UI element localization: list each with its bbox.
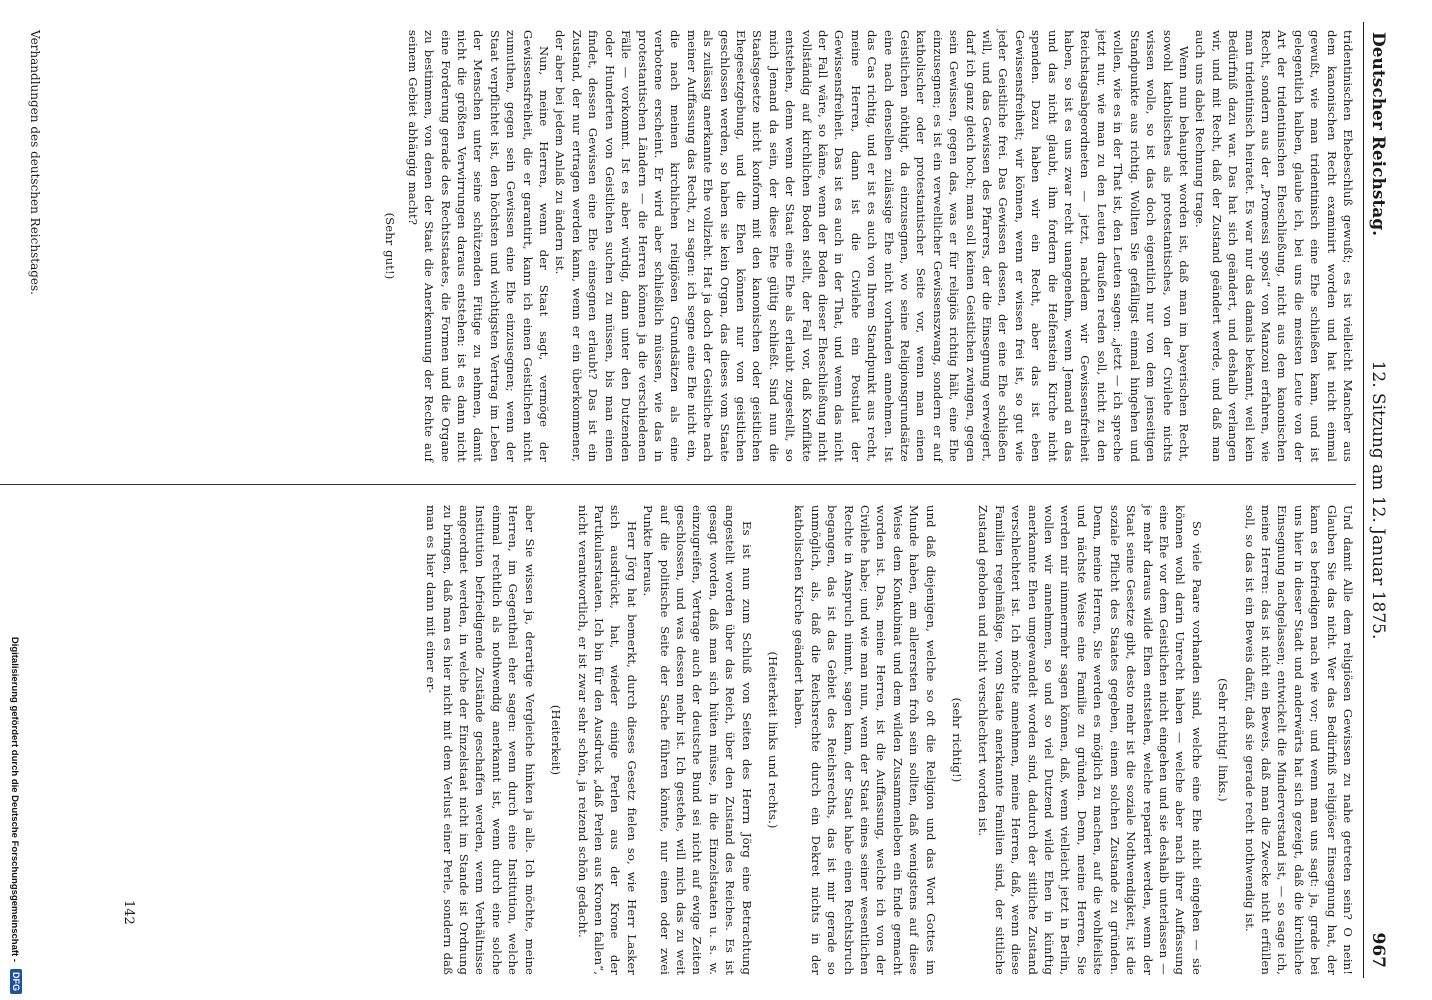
right-column <box>176 505 1356 975</box>
paragraph: Nun, meine Herren, wenn der Staat sagt, vermöge der Gewissensfreiheit, die er garantirt, kann ich einen Geistlichen nicht zumuthen, gegen sein Gewissen eine Ehe einzusegnen; wenn der Staat verpflichtet ist, den höchsten und wichtigsten Vertrag im Leben der Menschen unter seine schützenden Fittige zu nehmen, damit nicht die größten Verwirrungen daraus entstehen: ist es dann nicht eine Forderung gerade des Rechtsstaates, die Formen und die Organe zu bestimmen, von denen der Staat die Anerkennung der Rechte auf seinem Gebiet abhängig macht? <box>405 30 552 462</box>
page-header <box>1363 22 1390 978</box>
header-session: 12. Sitzung am 12. Januar 1875. <box>1368 360 1388 640</box>
digitization-text: Digitalisierung gefördert durch die Deutsche Forschungsgemeinschaft - <box>9 636 20 962</box>
digitization-notice <box>2 0 24 1000</box>
paragraph: tridentinischen Ehebeschluß gewußt; es ist vielleicht Mancher aus dem kanonischen Recht examinirt worden und hat nicht einmal gewußt, wie man tridentinisch eine Ehe schließen kann, und ist gelegentlich halben, glaube ich, bei uns die meisten Leute von der Art der tridentinischen Eheschließung, nicht aus dem kanonischen Recht, sondern aus der „Promessi sposi“ von Manzoni erfahren, wie man tridentinisch heiratet. Es war nur das damals bekannt, weil kein Bedürfniß dazu war. Das hat sich geändert, und deshalb verlangen wir, und mit Recht, daß der Zustand geändert werde, und daß man auch uns dabei Rechnung trage. <box>1193 30 1355 462</box>
paragraph: Es ist nun zum Schluß von Seiten des Herrn Jörg eine Betrachtung angestellt worden über das Reich, über den Zustand des Reiches. Es ist gesagt worden, daß man sich hüten müsse, in die Einzelstaaten u. s. w. einzugreifen, Vertrage auch der deutsche Bund sei nicht auf ewige Zeiten geschlossen, und was dessen mehr ist. Ich gestehe, will mich das zu weit auf die politische Seite der Sache führen könnte, nur einen oder zwei Punkte heraus. <box>641 505 754 975</box>
header-publication: Deutscher Reichstag. <box>1368 32 1388 237</box>
footer-publication: Verhandlungen des deutschen Reichstages. <box>28 30 42 295</box>
paragraph: Herr Jörg hat bemerkt, durch dieses Gesetz fielen so, wie Herr Lasker sich ausdrückt, hat, wieder einige Perlen aus der Krone der Partikularstaaten. Ich bin für den Ausdruck „daß Perlen aus Kronen fallen“, nicht verantwortlich, er ist zwar sehr schön, ja reizend schön gedacht. <box>575 505 639 975</box>
applause-note: (Sehr richtig! links.) <box>1216 678 1231 802</box>
applause-note: (Heiterkeit) <box>549 704 564 776</box>
column-divider <box>0 484 1356 485</box>
paragraph: Und damit Alle dem religiösen Gewissen zu nahe getreten sein? O nein! Glauben Sie das nicht. Wer das Bedürfniß religiöser Einsegnung hat, der kann es befriedigen nach wie vor; und wenn man uns sagt: ja, grade bei uns hier in dieser Stadt und anderwärts hat sich gezeigt, daß die kirchliche Einsegnung nachgelassen; entwickelt die Minderverstand ist, — so sage ich, meine Herren: das ist nicht ein Beweis, daß man die Zwecke nicht erfüllen soll, so das ist ein Beweis dafür, daß sie gerade recht nothwendig ist. <box>1242 505 1355 975</box>
page-number: 967 <box>1368 932 1388 968</box>
page-signature: 142 <box>121 900 136 925</box>
paragraph: So viele Paare vorhanden sind, welche eine Ehe nicht eingehen — sie können wohl darin Unrecht haben — welche aber nach ihrer Auffassung eine Ehe vor dem Geistlichen nicht eingehen und sie deshalb unterlassen — je mehr daraus wilde Ehen entstehen, welche repariert werden, wenn der Staat seine Gesetze gibt, desto mehr ist die soziale Nothwendigkeit, ist die soziale Pflicht des Staates gegeben, einem solchen Zustande zu gründen. Denn, meine Herren, Sie werden es möglich zu machen, auf die wohlfeilste und nächste Weise eine Familie zu gründen. Denn, meine Herren, Sie werden mir nimmermehr sagen können, daß, wenn vielleicht jetzt in Berlin, wollen wir annehmen, so und so viel Dutzend wilde Ehen in künftig anerkannte Ehen umgewandelt worden sind, dadurch der sittliche Zustand verschlechtert ist. Ich möchte annehmen, meine Herren, daß, wenn diese Familien regelmäßige, vom Staate anerkannte Familien sind, der sittliche Zustand gehoben und nicht verschlechtert worden ist. <box>976 505 1204 975</box>
dfg-logo: DFG <box>10 969 22 994</box>
paragraph: und daß diejenigen, welche so oft die Religion und das Wort Gottes im Munde haben, am allerersten froh sein sollten, daß wenigstens auf diese Weise dem Konkubinat und dem wilden Zusammenleben ein Ende gemacht worden ist. Das, meine Herren, ist die Auffassung, welche ich von der Civilehe habe; und wie man nun, wenn der Staat eines seiner wesentlichen Rechte in Anspruch nimmt, sagen kann, der Staat habe einen Rechtsbruch begangen, das ist das Gebiet des Reichsrechts, das ist mir gerade so unmöglich, als, daß die Reichsrechte durch ein Dekret nichts in der katholischen Kirche geändert haben. <box>792 505 938 975</box>
applause-note: (sehr richtig!) <box>950 697 965 783</box>
applause-note: (Heiterkeit links und rechts.) <box>766 651 780 829</box>
applause-note: (Sehr gut!) <box>383 212 398 280</box>
paragraph: aber Sie wissen ja, derartige Vergleiche hinken ja alle. Ich möchte, meine Herren, im Gegentheil eher sagen: wenn durch eine Institution, welche einmal rechtlich als nothwendig anerkannt ist, wenn durch eine solche Institution befriedigende Zustände geschaffen werden, wenn Verhältnisse angeordnet werden, in welche der Einzelstaat nicht im Stande ist Ordnung zu bringen, daß man es hier nicht mit dem Verlust einer Perle, sondern daß man es hier dann mit einer er- <box>424 505 537 975</box>
paragraph: Wenn nun behauptet worden ist, daß man im bayerischen Recht, sowohl katholisches als protestantisches, von der Civilehe nichts wissen wolle, so ist das doch eigentlich nur von dem jenseitigen Standpunkte aus richtig. Wollten Sie gefälligst einmal hingehen und wollen, wie es in der That ist, den Leuten sagen: „jetzt — ich spreche jetzt nur, wie man zu den Leuten draußen reden soll, nicht zu den Reichstagsabgeordneten — jetzt, nachdem wir Gewissensfreiheit haben, so ist es uns zwar recht unangenehm, wenn Jemand an das und das nicht glaubt, ihm fordern die Helfenstein Kirche nicht spenden. Dazu haben wir ein Recht, aber das ist eben Gewissensfreiheit; wir können, wenn er wissen frei ist, so gut wie jeder Geistliche frei. Das Gewissen dessen, der eine Ehe schließen will, und das Gewissen des Pfarrers, der die Einsegnung verweigert, darf ich ganz gleich hoch; man soll keinen Geistlichen zwingen, gegen sein Gewissen, gegen das, was er für religiös richtig hält, eine Ehe einzusegnen; es ist ein verweltlicher Gewissenszwang, sondern er auf katholischer oder protestantischer Seite vor, wenn man einen Geistlichen nöthigt, da einzusegnen, wo seine Religionsgrundsätze eine nach denselben zulässige Ehe nicht vorhanden annehmen. Ist das Cas richtig, und er ist es auch von Ihrem Standpunkt aus recht, meine Herren, dann ist die Civilehe ein Postulat der Gewissensfreiheit. Das ist es auch in der That, und wenn das nicht der Fall wäre, so käme, wenn der Boden dieser Eheschließung nicht vollständig auf kirchlichen Boden stellt, der Fall vor, daß Konflikte entstehen, denn wenn der Staat eine Ehe als erlaubt zugestellt, so mich Jemand da sein, der diese Ehe gültig schließt. Sind nun die Staatsgesetze nicht konform mit den kanonischen oder geistlichen Ehegesetzgebung, und die Ehen können nur von geistlichen geschlossen werden, so haben sie kein Organ, das dieses vom Staate als zulässig anerkannte Ehe vollzieht. Hat ja doch der Geistliche nach meiner Auffassung das Recht, zu sagen: ich segne eine Ehe nicht ein, die nach meinen kirchlichen religiösen Grundsätzen als eine verbotene erscheint. Er wird aber schließlich müssen, wie das in protestantischen Ländern — die Herren können ja die verschiedenen Fälle — vorkommt. Ist es aber würdig, dann unter den Dutzenden oder Hunderten von Geistlichen suchen zu müssen, bis man einen findet, dessen Gewissen eine Ehe einsegnen erlaubt? Das ist ein Zustand, der nur ertragen werden kann, wenn er ein überkommener, der aber bei jedem Anlaß zu ändern ist. <box>553 30 1191 462</box>
left-column <box>46 30 1356 462</box>
